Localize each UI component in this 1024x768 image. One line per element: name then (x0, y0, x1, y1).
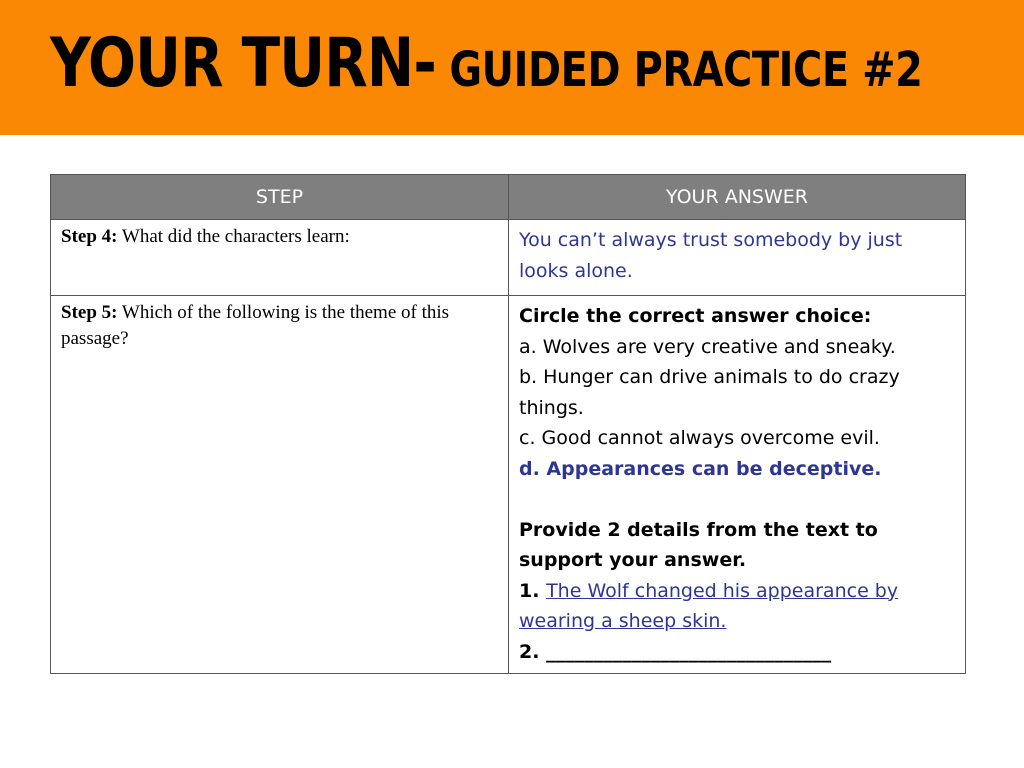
step-4-question: What did the characters learn: (117, 226, 350, 247)
header-step: STEP (51, 175, 509, 220)
table-header-row (51, 175, 966, 220)
detail-1-text: The Wolf changed his appearance by wearing a sheep skin. (519, 579, 899, 632)
step-5-answer-cell (509, 296, 966, 674)
detail-1-number: 1. (519, 579, 547, 602)
step-5-label: Step 5: (61, 302, 118, 323)
choice-a: a. Wolves are very creative and sneaky. (519, 335, 896, 358)
detail-2-number: 2. (519, 640, 547, 663)
title-banner (0, 0, 1024, 135)
circle-prompt: Circle the correct answer choice: (519, 305, 872, 327)
step-4-answer: You can’t always trust somebody by just looks alone. (509, 220, 966, 296)
step-4-cell (51, 220, 509, 296)
choice-c: c. Good cannot always overcome evil. (519, 427, 880, 449)
table-row (51, 220, 966, 296)
detail-1 (519, 576, 955, 637)
step-5-question: Which of the following is the theme of this passage? (61, 302, 450, 349)
header-answer: YOUR ANSWER (509, 175, 966, 220)
step-4-label: Step 4: (61, 226, 118, 247)
table-row (51, 296, 966, 674)
choice-b: b. Hunger can drive animals to do crazy things. (519, 366, 900, 419)
title-main: YOUR TURN- (50, 24, 436, 103)
step-5-cell (51, 296, 509, 674)
detail-2 (519, 637, 955, 668)
title-sub: GUIDED PRACTICE #2 (435, 42, 923, 98)
spacer (519, 484, 955, 515)
page-title (50, 24, 923, 103)
steps-table (50, 174, 966, 674)
choice-d-correct: d. Appearances can be deceptive. (519, 457, 882, 480)
detail-2-blank: ______________________________ (546, 640, 832, 663)
details-prompt: Provide 2 details from the text to support your answer. (519, 518, 878, 571)
